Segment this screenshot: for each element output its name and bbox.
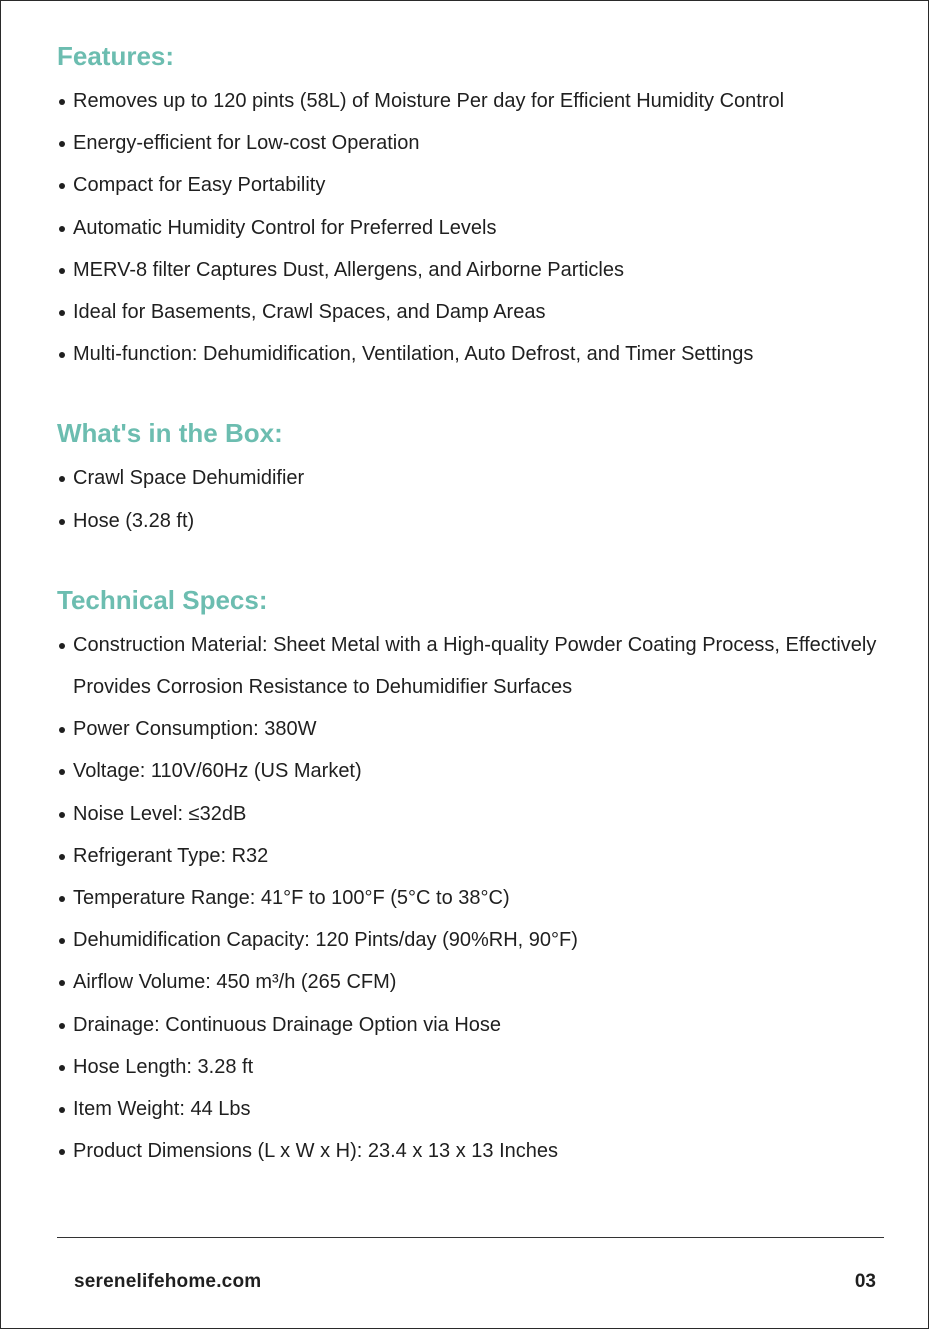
list-item: Drainage: Continuous Drainage Option via Hose (57, 1004, 887, 1046)
page-number: 03 (854, 1271, 876, 1292)
list-item: Noise Level: ≤32dB (57, 793, 887, 835)
section-spacer (57, 542, 887, 582)
list-item: Multi-function: Dehumidification, Ventilation, Auto Defrost, and Timer Settings (57, 333, 887, 375)
list-item: MERV-8 filter Captures Dust, Allergens, and Airborne Particles (57, 249, 887, 291)
list-item: Automatic Humidity Control for Preferred Levels (57, 207, 887, 249)
list-item: Power Consumption: 380W (57, 708, 887, 750)
list-item: Hose Length: 3.28 ft (57, 1046, 887, 1088)
section-spacer (57, 375, 887, 415)
footer-website: serenelifehome.com (74, 1271, 262, 1292)
list-item: Airflow Volume: 450 m³/h (265 CFM) (57, 961, 887, 1003)
box-contents-list (57, 457, 887, 541)
list-item: Crawl Space Dehumidifier (57, 457, 887, 499)
list-item: Product Dimensions (L x W x H): 23.4 x 13 x 13 Inches (57, 1130, 887, 1172)
list-item: Item Weight: 44 Lbs (57, 1088, 887, 1130)
features-heading: Features: (57, 41, 175, 71)
list-item: Compact for Easy Portability (57, 164, 887, 206)
list-item: Removes up to 120 pints (58L) of Moisture Per day for Efficient Humidity Control (57, 80, 887, 122)
list-item: Construction Material: Sheet Metal with a High-quality Powder Coating Process, Effectively Provides Corrosion Resistance to Dehumidifier Surfaces (57, 624, 887, 708)
list-item: Ideal for Basements, Crawl Spaces, and Damp Areas (57, 291, 887, 333)
technical-specs-heading: Technical Specs: (57, 584, 268, 615)
list-item: Voltage: 110V/60Hz (US Market) (57, 750, 887, 792)
list-item: Energy-efficient for Low-cost Operation (57, 122, 887, 164)
list-item: Refrigerant Type: R32 (57, 835, 887, 877)
list-item: Hose (3.28 ft) (57, 500, 887, 542)
footer-divider (57, 1237, 884, 1238)
technical-specs-list (57, 624, 887, 1173)
list-item: Dehumidification Capacity: 120 Pints/day (90%RH, 90°F) (57, 919, 887, 961)
list-item: Temperature Range: 41°F to 100°F (5°C to 38°C) (57, 877, 887, 919)
document-body (57, 38, 887, 1172)
box-contents-heading: What's in the Box: (57, 418, 283, 449)
features-list (57, 80, 887, 375)
